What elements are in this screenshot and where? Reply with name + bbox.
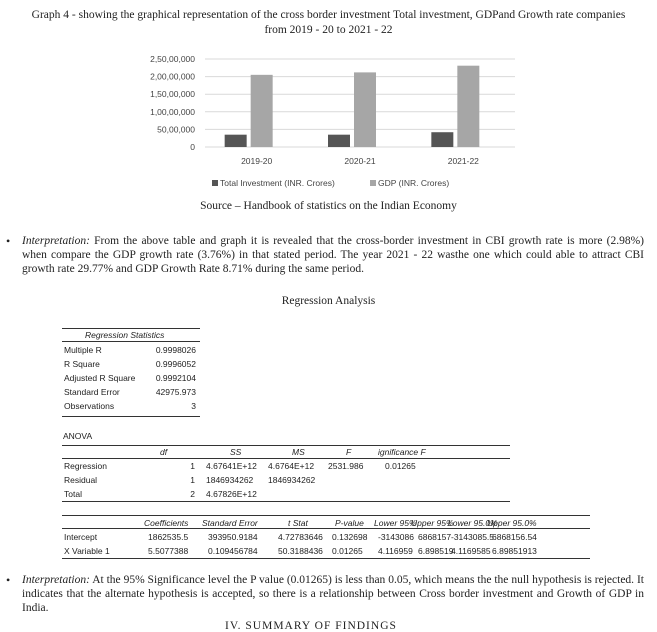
bar-gdp: [251, 75, 273, 147]
y-tick-label: 2,00,00,000: [150, 71, 195, 82]
x-tick-label: 2019-20: [241, 156, 273, 166]
coef-value: 0.132698: [332, 532, 368, 542]
coef-value: 0.109456784: [208, 546, 258, 556]
source-note: Source – Handbook of statistics on the Indian Economy: [200, 200, 457, 212]
anova-row-label: Residual: [64, 475, 98, 485]
coef-value: 1862535.5: [148, 532, 189, 542]
x-tick-label: 2021-22: [447, 156, 479, 166]
coef-value: 50.3188436: [278, 546, 323, 556]
interpretation-text: From the above table and graph it is revealed that the cross-border investment in CBI growth rate is more (2.98%) when compare the GDP growth rate (3.76%) in that stated period. The year 2021 - 22 wasthe one which could able to attract CBI growth rate 29.77% and GDP Growth Rate 8.71% during the same period.: [22, 235, 644, 275]
bar-total-investment: [431, 132, 453, 147]
coef-row-label: Intercept: [64, 532, 98, 542]
coef-value: 0.01265: [332, 546, 363, 556]
coef-header: Lower 95%: [374, 518, 417, 528]
coef-row-label: X Variable 1: [64, 546, 110, 556]
coef-header: Lower 95.0%: [448, 518, 498, 528]
coef-header: Standard Error: [202, 518, 258, 528]
stat-label: Standard Error: [64, 387, 120, 397]
y-tick-label: 1,00,00,000: [150, 106, 195, 117]
coef-header: Coefficients: [144, 518, 189, 528]
coef-header: P-value: [335, 518, 364, 528]
anova-header: MS: [292, 447, 305, 457]
anova-header: ignificance F: [378, 447, 426, 457]
stat-label: Observations: [64, 401, 115, 411]
coef-header: t Stat: [288, 518, 308, 528]
y-tick-label: 2,50,00,000: [150, 54, 195, 64]
anova-title: ANOVA: [63, 431, 93, 441]
bar-total-investment: [328, 135, 350, 147]
interpretation-paragraph-1: [6, 234, 644, 276]
bullet-icon: •: [6, 573, 11, 587]
bar-total-investment: [225, 135, 247, 147]
interpretation-label: Interpretation:: [22, 574, 90, 586]
y-tick-label: 1,50,00,000: [150, 89, 195, 100]
anova-ss: 1846934262: [206, 475, 254, 485]
anova-header: df: [160, 447, 168, 457]
stat-value: 0.9992104: [155, 373, 196, 383]
anova-ss: 4.67641E+12: [206, 461, 257, 471]
coef-header: Upper 95%: [411, 518, 454, 528]
coef-value: 6868157: [418, 532, 452, 542]
caption-line1: Graph 4 - showing the graphical representation of the cross border investment Total investment, GDPand Growth rate companies: [31, 9, 626, 21]
anova-ss: 4.67826E+12: [206, 489, 257, 499]
anova-df: 2: [190, 489, 195, 499]
summary-heading: IV. SUMMARY OF FINDINGS: [225, 620, 397, 632]
stats-title: Regression Statistics: [85, 330, 165, 340]
stat-label: Multiple R: [64, 345, 102, 355]
stat-label: R Square: [64, 359, 100, 369]
coef-value: 6868156.54: [492, 532, 537, 542]
bar-gdp: [457, 66, 479, 147]
coef-value: 4.1169585: [451, 546, 491, 556]
anova-header: F: [346, 447, 352, 457]
coef-value: 393950.9184: [208, 532, 258, 542]
regression-title: Regression Analysis: [281, 295, 376, 307]
stat-value: 0.9996052: [155, 359, 196, 369]
anova-ms: 1846934262: [268, 475, 316, 485]
stat-value: 0.9998026: [155, 345, 196, 355]
coef-value: 4.72783646: [278, 532, 323, 542]
coef-value: 6.898519: [418, 546, 454, 556]
anova-df: 1: [190, 461, 195, 471]
legend-label: GDP (INR. Crores): [378, 178, 450, 188]
legend-swatch: [212, 180, 218, 186]
interpretation-label: Interpretation:: [22, 235, 90, 247]
legend-label: Total Investment (INR. Crores): [220, 178, 335, 188]
anova-row-label: Total: [64, 489, 82, 499]
coef-value: -3143085.5: [451, 532, 495, 542]
interpretation-paragraph-2: [6, 573, 644, 615]
investment-gdp-bar-chart: [140, 45, 520, 195]
y-tick-label: 0: [190, 142, 195, 152]
stat-label: Adjusted R Square: [64, 373, 136, 383]
anova-row-label: Regression: [64, 461, 107, 471]
coef-value: -3143086: [378, 532, 414, 542]
x-tick-label: 2020-21: [344, 156, 376, 166]
coef-value: 4.116959: [378, 546, 413, 556]
caption-line2: from 2019 - 20 to 2021 - 22: [264, 24, 393, 36]
y-tick-label: 50,00,000: [157, 124, 195, 135]
bullet-icon: •: [6, 234, 11, 248]
anova-header: SS: [230, 447, 242, 457]
stat-value: 3: [191, 401, 196, 411]
anova-ms: 4.6764E+12: [268, 461, 315, 471]
coef-value: 6.89851913: [492, 546, 537, 556]
graph-caption: [0, 8, 657, 38]
coef-value: 5.5077388: [148, 546, 189, 556]
bar-gdp: [354, 72, 376, 147]
regression-output-sheet: [60, 318, 600, 563]
anova-f: 2531.986: [328, 461, 364, 471]
interpretation-text: At the 95% Significance level the P value (0.01265) is less than 0.05, which means the the null hypothesis is rejected. It indicates that the alternate hypothesis is accepted, so there is a relationship between Cross border investment and Growth of GDP in India.: [22, 574, 644, 614]
anova-df: 1: [190, 475, 195, 485]
stat-value: 42975.973: [155, 387, 196, 397]
anova-sig: 0.01265: [385, 461, 416, 471]
legend-swatch: [370, 180, 376, 186]
coef-header: Upper 95.0%: [487, 518, 537, 528]
